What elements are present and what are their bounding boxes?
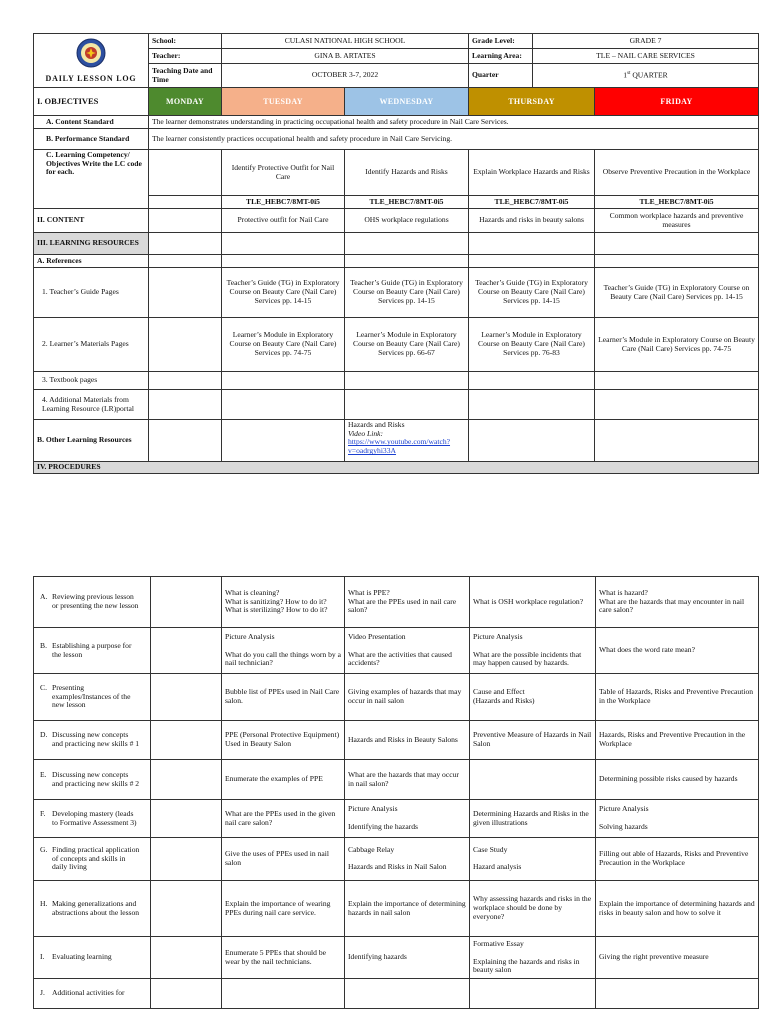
lr-monday <box>149 233 222 255</box>
procedure-thu <box>470 760 596 800</box>
procedure-row <box>34 838 759 881</box>
procedure-title: Evaluating learning <box>52 952 112 962</box>
lr-thursday <box>469 233 595 255</box>
code-friday: TLE_HEBC7/8MT-0i5 <box>595 196 759 209</box>
procedure-monday <box>151 628 222 674</box>
date-label: Teaching Date and Time <box>149 64 222 88</box>
procedure-wed: What are the hazards that may occur in nail salon? <box>345 760 470 800</box>
procedure-fri: Determining possible risks caused by hazards <box>596 760 759 800</box>
tg-wednesday: Teacher’s Guide (TG) in Exploratory Course on Beauty Care (Nail Care) Services pp. 14-15 <box>345 268 469 318</box>
procedure-label <box>34 979 151 1009</box>
procedure-row <box>34 674 759 721</box>
day-friday: FRIDAY <box>595 88 759 116</box>
lc-thursday: Explain Workplace Hazards and Risks <box>469 150 595 196</box>
other-wednesday <box>345 420 469 462</box>
procedure-letter: A. <box>40 592 48 602</box>
lm-friday: Learner’s Module in Exploratory Course on Beauty Care (Nail Care) Services pp. 74-75 <box>595 318 759 372</box>
am-wednesday <box>345 390 469 420</box>
ref-monday <box>149 255 222 268</box>
content-standard-text: The learner demonstrates understanding in practicing occupational health and safety procedure in Nail Care Services. <box>149 116 759 129</box>
procedure-label <box>34 628 151 674</box>
procedure-letter: G. <box>40 844 48 854</box>
am-thursday <box>469 390 595 420</box>
lc-monday <box>149 150 222 196</box>
deped-seal-icon <box>76 38 106 68</box>
other-monday <box>149 420 222 462</box>
procedure-tue: What is cleaning? What is sanitizing? How to do it? What is sterilizing? How to do it? <box>222 577 345 628</box>
ref-thursday <box>469 255 595 268</box>
procedure-fri: Hazards, Risks and Preventive Precaution in the Workplace <box>596 721 759 760</box>
procedure-monday <box>151 760 222 800</box>
header-logo-cell <box>34 34 149 88</box>
grade-label: Grade Level: <box>469 34 533 49</box>
procedure-letter: H. <box>40 898 48 908</box>
procedure-title: Discussing new concepts and practicing new skills # 2 <box>52 769 140 788</box>
performance-standard-text: The learner consistently practices occupational health and safety procedure in Nail Care Servicing. <box>149 129 759 150</box>
procedure-title: Developing mastery (leads to Formative Assessment 3) <box>52 808 137 827</box>
date-value: OCTOBER 3-7, 2022 <box>222 64 469 88</box>
tb-monday <box>149 372 222 390</box>
procedure-tue: PPE (Personal Protective Equipment) Used in Beauty Salon <box>222 721 345 760</box>
teacher-value: GINA B. ARTATES <box>222 49 469 64</box>
procedure-row <box>34 800 759 838</box>
procedure-thu: Case Study Hazard analysis <box>470 838 596 881</box>
lc-tuesday: Identify Protective Outfit for Nail Care <box>222 150 345 196</box>
tg-friday: Teacher’s Guide (TG) in Exploratory Course on Beauty Care (Nail Care) Services pp. 14-15 <box>595 268 759 318</box>
procedure-title: Establishing a purpose for the lesson <box>52 640 132 659</box>
other-thursday <box>469 420 595 462</box>
procedure-title: Finding practical application of concepts and skills in daily living <box>52 844 140 872</box>
school-value: CULASI NATIONAL HIGH SCHOOL <box>222 34 469 49</box>
day-tuesday: TUESDAY <box>222 88 345 116</box>
procedure-title: Making generalizations and abstractions about the lesson <box>52 898 140 917</box>
procedure-letter: F. <box>40 808 46 818</box>
procedure-monday <box>151 881 222 937</box>
procedure-monday <box>151 800 222 838</box>
ref-friday <box>595 255 759 268</box>
procedure-wed: Explain the importance of determining hazards in nail salon <box>345 881 470 937</box>
procedure-letter: B. <box>40 640 47 650</box>
am-tuesday <box>222 390 345 420</box>
procedure-fri: What does the word rate mean? <box>596 628 759 674</box>
quarter-label: Quarter <box>469 64 533 88</box>
procedure-letter: J. <box>40 988 45 998</box>
tb-tuesday <box>222 372 345 390</box>
quarter-number: 1 <box>623 70 628 80</box>
school-label: School: <box>149 34 222 49</box>
procedure-thu: Determining Hazards and Risks in the given illustrations <box>470 800 596 838</box>
tb-thursday <box>469 372 595 390</box>
procedure-monday <box>151 937 222 979</box>
procedure-thu: Picture Analysis What are the possible incidents that may happen caused by hazards. <box>470 628 596 674</box>
procedure-label <box>34 721 151 760</box>
procedure-monday <box>151 721 222 760</box>
lm-tuesday: Learner’s Module in Exploratory Course on Beauty Care (Nail Care) Services pp. 74-75 <box>222 318 345 372</box>
learners-materials-label: 2. Learner’s Materials Pages <box>34 318 149 372</box>
procedure-tue: Enumerate the examples of PPE <box>222 760 345 800</box>
procedure-thu: Formative Essay Explaining the hazards and risks in beauty salon <box>470 937 596 979</box>
lm-wednesday: Learner’s Module in Exploratory Course on Beauty Care (Nail Care) Services pp. 66-67 <box>345 318 469 372</box>
quarter-value <box>533 64 759 88</box>
procedure-tue: Enumerate 5 PPEs that should be wear by the nail technicians. <box>222 937 345 979</box>
procedure-wed: Identifying hazards <box>345 937 470 979</box>
procedure-fri: What is hazard? What are the hazards that may encounter in nail care salon? <box>596 577 759 628</box>
procedure-fri: Explain the importance of determining hazards and risks in beauty salon and how to solve it <box>596 881 759 937</box>
procedure-thu: What is OSH workplace regulation? <box>470 577 596 628</box>
procedure-letter: C. <box>40 682 47 692</box>
procedure-label <box>34 937 151 979</box>
procedure-wed <box>345 979 470 1009</box>
procedure-wed: Cabbage Relay Hazards and Risks in Nail Salon <box>345 838 470 881</box>
procedure-tue: Explain the importance of wearing PPEs during nail care service. <box>222 881 345 937</box>
procedure-wed: What is PPE? What are the PPEs used in nail care salon? <box>345 577 470 628</box>
content-monday <box>149 209 222 233</box>
procedure-row <box>34 721 759 760</box>
procedure-wed: Picture Analysis Identifying the hazards <box>345 800 470 838</box>
procedure-fri <box>596 979 759 1009</box>
lc-wednesday: Identify Hazards and Risks <box>345 150 469 196</box>
other-friday <box>595 420 759 462</box>
lc-friday: Observe Preventive Precaution in the Workplace <box>595 150 759 196</box>
code-wednesday: TLE_HEBC7/8MT-0i5 <box>345 196 469 209</box>
procedure-row <box>34 937 759 979</box>
teachers-guide-label: 1. Teacher’s Guide Pages <box>34 268 149 318</box>
textbook-pages-label: 3. Textbook pages <box>34 372 149 390</box>
lm-monday <box>149 318 222 372</box>
procedure-thu: Why assessing hazards and risks in the workplace should be done by everyone? <box>470 881 596 937</box>
am-friday <box>595 390 759 420</box>
quarter-suffix: st <box>627 70 631 76</box>
procedure-title: Additional activities for <box>52 988 125 998</box>
procedure-title: Reviewing previous lesson or presenting the new lesson <box>52 592 139 610</box>
tg-thursday: Teacher’s Guide (TG) in Exploratory Course on Beauty Care (Nail Care) Services pp. 14-15 <box>469 268 595 318</box>
tb-friday <box>595 372 759 390</box>
procedure-monday <box>151 838 222 881</box>
lr-wednesday <box>345 233 469 255</box>
ref-tuesday <box>222 255 345 268</box>
procedure-letter: D. <box>40 730 48 740</box>
content-thursday: Hazards and risks in beauty salons <box>469 209 595 233</box>
procedure-tue: Give the uses of PPEs used in nail salon <box>222 838 345 881</box>
page-title: DAILY LESSON LOG <box>45 73 137 83</box>
am-monday <box>149 390 222 420</box>
references-label: A. References <box>34 255 149 268</box>
procedure-fri: Filling out able of Hazards, Risks and Preventive Precaution in the Workplace <box>596 838 759 881</box>
procedure-label <box>34 800 151 838</box>
area-value: TLE – NAIL CARE SERVICES <box>533 49 759 64</box>
procedure-row <box>34 979 759 1009</box>
procedure-title: Discussing new concepts and practicing new skills # 1 <box>52 730 140 748</box>
lesson-log-table <box>33 33 759 474</box>
procedure-label <box>34 881 151 937</box>
procedure-monday <box>151 577 222 628</box>
code-thursday: TLE_HEBC7/8MT-0i5 <box>469 196 595 209</box>
procedure-tue: Bubble list of PPEs used in Nail Care salon. <box>222 674 345 721</box>
content-tuesday: Protective outfit for Nail Care <box>222 209 345 233</box>
procedure-thu <box>470 979 596 1009</box>
lr-tuesday <box>222 233 345 255</box>
procedure-tue: What are the PPEs used in the given nail care salon? <box>222 800 345 838</box>
content-heading: II. CONTENT <box>34 209 149 233</box>
code-monday <box>149 196 222 209</box>
lr-friday <box>595 233 759 255</box>
tg-monday <box>149 268 222 318</box>
procedure-fri: Table of Hazards, Risks and Preventive Precaution in the Workplace <box>596 674 759 721</box>
other-tuesday <box>222 420 345 462</box>
procedure-wed: Hazards and Risks in Beauty Salons <box>345 721 470 760</box>
procedure-wed: Video Presentation What are the activities that caused accidents? <box>345 628 470 674</box>
other-wed-title: Hazards and Risks <box>348 420 405 429</box>
learning-resources-heading: III. LEARNING RESOURCES <box>34 233 149 255</box>
tg-tuesday: Teacher’s Guide (TG) in Exploratory Course on Beauty Care (Nail Care) Services pp. 14-15 <box>222 268 345 318</box>
ref-wednesday <box>345 255 469 268</box>
procedures-heading: IV. PROCEDURES <box>34 462 759 474</box>
procedure-wed: Giving examples of hazards that may occur in nail salon <box>345 674 470 721</box>
procedure-fri: Giving the right preventive measure <box>596 937 759 979</box>
procedure-monday <box>151 979 222 1009</box>
additional-materials-label: 4. Additional Materials from Learning Resource (LR)portal <box>34 390 149 420</box>
procedure-label <box>34 577 151 628</box>
procedure-label <box>34 674 151 721</box>
procedure-tue <box>222 979 345 1009</box>
other-wed-video-label: Video Link: <box>348 428 384 438</box>
learning-competency-label: C. Learning Competency/ Objectives Write the LC code for each. <box>34 150 149 209</box>
procedure-fri: Picture Analysis Solving hazards <box>596 800 759 838</box>
procedures-table <box>33 576 759 1009</box>
procedure-row <box>34 881 759 937</box>
procedure-title: Presenting examples/Instances of the new lesson <box>52 682 131 710</box>
procedure-row <box>34 628 759 674</box>
tb-wednesday <box>345 372 469 390</box>
lm-thursday: Learner’s Module in Exploratory Course on Beauty Care (Nail Care) Services pp. 76-83 <box>469 318 595 372</box>
procedure-letter: E. <box>40 769 47 779</box>
day-thursday: THURSDAY <box>469 88 595 116</box>
video-link[interactable]: https://www.youtube.com/watch?v=oadrgyhi33A <box>348 437 451 456</box>
day-wednesday: WEDNESDAY <box>345 88 469 116</box>
procedure-row <box>34 760 759 800</box>
area-label: Learning Area: <box>469 49 533 64</box>
grade-value: GRADE 7 <box>533 34 759 49</box>
procedure-label <box>34 838 151 881</box>
content-standard-label: A. Content Standard <box>34 116 149 129</box>
code-tuesday: TLE_HEBC7/8MT-0i5 <box>222 196 345 209</box>
procedure-row <box>34 577 759 628</box>
performance-standard-label: B. Performance Standard <box>34 129 149 150</box>
procedure-monday <box>151 674 222 721</box>
procedure-label <box>34 760 151 800</box>
procedure-thu: Preventive Measure of Hazards in Nail Salon <box>470 721 596 760</box>
procedure-tue: Picture Analysis What do you call the things worn by a nail technician? <box>222 628 345 674</box>
content-friday: Common workplace hazards and preventive measures <box>595 209 759 233</box>
other-resources-label: B. Other Learning Resources <box>34 420 149 462</box>
procedure-letter: I. <box>40 952 45 962</box>
content-wednesday: OHS workplace regulations <box>345 209 469 233</box>
procedure-thu: Cause and Effect (Hazards and Risks) <box>470 674 596 721</box>
day-monday: MONDAY <box>149 88 222 116</box>
objectives-heading: I. OBJECTIVES <box>34 88 149 116</box>
quarter-word: QUARTER <box>630 70 668 80</box>
teacher-label: Teacher: <box>149 49 222 64</box>
